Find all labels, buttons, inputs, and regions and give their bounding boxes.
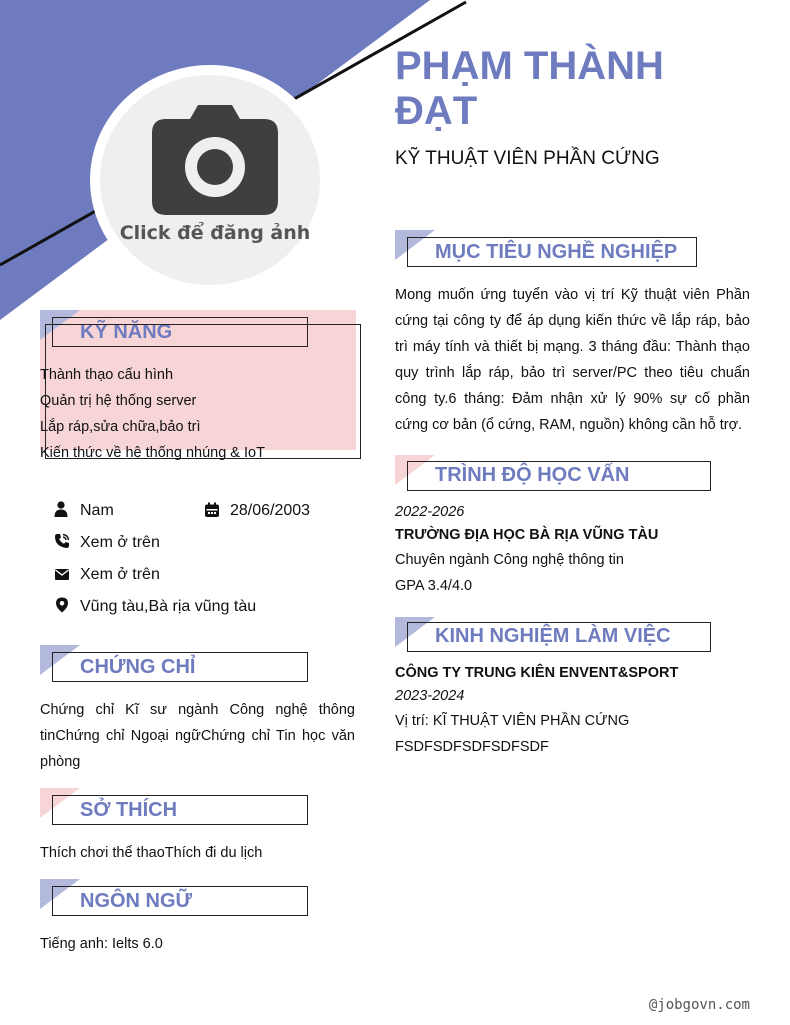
skill-item: Quản trị hệ thống server	[40, 393, 197, 409]
education-period: 2022-2026	[395, 504, 465, 520]
experience-company: CÔNG TY TRUNG KIÊN ENVENT&SPORT	[395, 665, 679, 681]
envelope-icon	[54, 566, 70, 582]
skill-item: Thành thạo cấu hình	[40, 367, 174, 383]
skills-title: KỸ NĂNG	[80, 321, 173, 343]
hobbies-title: SỞ THÍCH	[80, 799, 178, 821]
experience-title: KINH NGHIỆM LÀM VIỆC	[435, 625, 671, 647]
candidate-name: PHẠM THÀNH ĐẠT	[395, 44, 664, 133]
address-value: Vũng tàu,Bà rịa vũng tàu	[80, 598, 257, 615]
languages-text: Tiếng anh: Ielts 6.0	[40, 936, 163, 952]
hobbies-text: Thích chơi thể thaoThích đi du lịch	[40, 845, 263, 861]
phone-value: Xem ở trên	[80, 534, 160, 551]
certificates-text: Chứng chỉ Kĩ sư ngành Công nghệ thông tinChứng chỉ Ngoại ngữChứng chỉ Tin học văn phòng	[40, 702, 355, 770]
experience-description: FSDFSDFSDFSDFSDF	[395, 739, 549, 755]
watermark: @jobgovn.com	[648, 997, 750, 1013]
gender-value: Nam	[80, 502, 114, 519]
skills-selection-frame[interactable]	[45, 324, 361, 459]
experience-period: 2023-2024	[395, 688, 465, 704]
objective-title: MỤC TIÊU NGHỀ NGHIỆP	[435, 241, 678, 263]
education-gpa: GPA 3.4/4.0	[395, 578, 473, 594]
education-major: Chuyên ngành Công nghệ thông tin	[395, 552, 624, 568]
education-school: TRƯỜNG ĐỊA HỌC BÀ RỊA VŨNG TÀU	[395, 527, 659, 543]
email-value: Xem ở trên	[80, 566, 160, 583]
person-icon	[53, 501, 69, 517]
camera-icon	[152, 105, 278, 215]
experience-position: Vị trí: KĨ THUẬT VIÊN PHẦN CỨNG	[395, 713, 630, 729]
languages-title: NGÔN NGỮ	[80, 890, 193, 912]
calendar-icon	[204, 502, 220, 518]
location-pin-icon	[54, 597, 70, 613]
objective-text: Mong muốn ứng tuyển vào vị trí Kỹ thuật viên Phần cứng tại công ty để áp dụng kiến thức về lắp ráp, bảo trì máy tính và thiết bị mạng. 3 tháng đầu: Thành thạo quy trình lắp ráp, bảo trì server/PC theo tiêu chuẩn công ty.6 tháng: Đảm nhận xử lý 90% sự cố phần cứng cơ bản (ổ cứng, RAM, nguồn) không cần hỗ trợ.	[395, 287, 750, 433]
skill-item: Lắp ráp,sửa chữa,bảo trì	[40, 419, 201, 435]
phone-icon	[54, 533, 70, 549]
photo-upload-label[interactable]: Click để đăng ảnh	[119, 222, 311, 244]
job-title: KỸ THUẬT VIÊN PHẦN CỨNG	[395, 148, 660, 169]
photo-upload[interactable]	[100, 75, 320, 285]
birthday-value: 28/06/2003	[230, 502, 311, 519]
certificates-title: CHỨNG CHỈ	[80, 656, 196, 678]
skill-item: Kiến thức về hệ thống nhúng & IoT	[40, 445, 265, 461]
education-title: TRÌNH ĐỘ HỌC VẤN	[435, 464, 630, 486]
